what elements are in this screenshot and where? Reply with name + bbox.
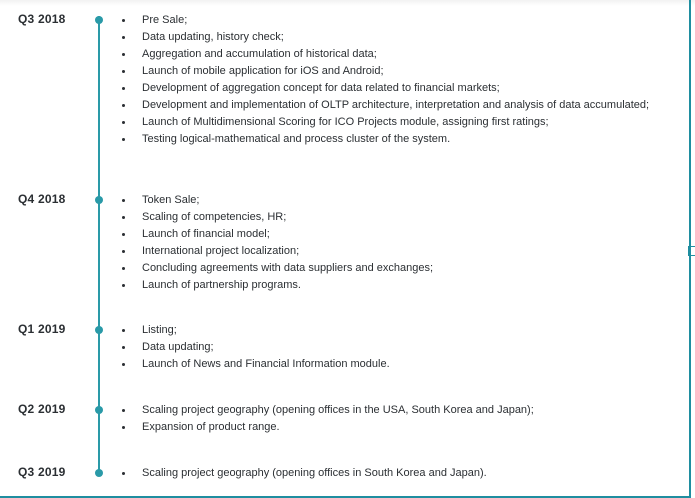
list-item xyxy=(122,114,682,131)
list-item xyxy=(122,12,682,29)
item-text: Token Sale; xyxy=(142,194,200,206)
bullet-icon xyxy=(122,267,125,270)
item-text: Launch of partnership programs. xyxy=(142,279,301,291)
timeline-node xyxy=(95,196,103,204)
timeline-node xyxy=(95,469,103,477)
phase-items xyxy=(122,402,682,436)
item-text: Pre Sale; xyxy=(142,14,188,26)
list-item xyxy=(122,260,682,277)
list-item xyxy=(122,131,682,148)
phase-items xyxy=(122,12,682,148)
bullet-icon xyxy=(122,138,125,141)
item-text: Listing; xyxy=(142,324,177,336)
item-text: Development and implementation of OLTP architecture, interpretation and analysis of data accumulated; xyxy=(142,99,650,111)
phase-items xyxy=(122,465,682,482)
list-item xyxy=(122,46,682,63)
list-item xyxy=(122,356,682,373)
list-item xyxy=(122,465,682,482)
bullet-icon xyxy=(122,87,125,90)
item-text: Launch of mobile application for iOS and Android; xyxy=(142,65,384,77)
list-item xyxy=(122,29,682,46)
item-text: Launch of financial model; xyxy=(142,228,270,240)
bullet-icon xyxy=(122,472,125,475)
phase-label: Q3 2018 xyxy=(18,12,66,26)
phase-label: Q2 2019 xyxy=(18,402,66,416)
item-text: Scaling project geography (opening offices in the USA, South Korea and Japan); xyxy=(142,404,534,416)
phase-label: Q4 2018 xyxy=(18,192,66,206)
bullet-icon xyxy=(122,104,125,107)
list-item xyxy=(122,419,682,436)
list-item xyxy=(122,243,682,260)
bullet-icon xyxy=(122,284,125,287)
item-text: Data updating, history check; xyxy=(142,31,284,43)
bullet-icon xyxy=(122,121,125,124)
list-item xyxy=(122,63,682,80)
bullet-icon xyxy=(122,363,125,366)
item-text: International project localization; xyxy=(142,245,300,257)
bullet-icon xyxy=(122,233,125,236)
bullet-icon xyxy=(122,199,125,202)
bullet-icon xyxy=(122,53,125,56)
item-text: Expansion of product range. xyxy=(142,421,280,433)
item-text: Aggregation and accumulation of historical data; xyxy=(142,48,377,60)
bullet-icon xyxy=(122,70,125,73)
timeline-node xyxy=(95,406,103,414)
item-text: Development of aggregation concept for data related to financial markets; xyxy=(142,82,500,94)
side-marker xyxy=(688,246,695,256)
bullet-icon xyxy=(122,409,125,412)
list-item xyxy=(122,226,682,243)
item-text: Scaling project geography (opening offices in South Korea and Japan). xyxy=(142,467,487,479)
bullet-icon xyxy=(122,216,125,219)
phase-label: Q3 2019 xyxy=(18,465,66,479)
item-text: Launch of Multidimensional Scoring for ICO Projects module, assigning first ratings; xyxy=(142,116,549,128)
timeline-node xyxy=(95,326,103,334)
list-item xyxy=(122,322,682,339)
list-item xyxy=(122,209,682,226)
timeline-node xyxy=(95,16,103,24)
list-item xyxy=(122,80,682,97)
list-item xyxy=(122,339,682,356)
phase-items xyxy=(122,192,682,294)
phase-items xyxy=(122,322,682,373)
item-text: Data updating; xyxy=(142,341,214,353)
list-item xyxy=(122,402,682,419)
list-item xyxy=(122,192,682,209)
bullet-icon xyxy=(122,36,125,39)
bullet-icon xyxy=(122,426,125,429)
item-text: Scaling of competencies, HR; xyxy=(142,211,287,223)
bullet-icon xyxy=(122,329,125,332)
item-text: Launch of News and Financial Information module. xyxy=(142,358,390,370)
list-item xyxy=(122,97,682,114)
item-text: Testing logical-mathematical and process cluster of the system. xyxy=(142,133,451,145)
bullet-icon xyxy=(122,250,125,253)
phase-label: Q1 2019 xyxy=(18,322,66,336)
bullet-icon xyxy=(122,19,125,22)
bullet-icon xyxy=(122,346,125,349)
item-text: Concluding agreements with data suppliers and exchanges; xyxy=(142,262,434,274)
list-item xyxy=(122,277,682,294)
